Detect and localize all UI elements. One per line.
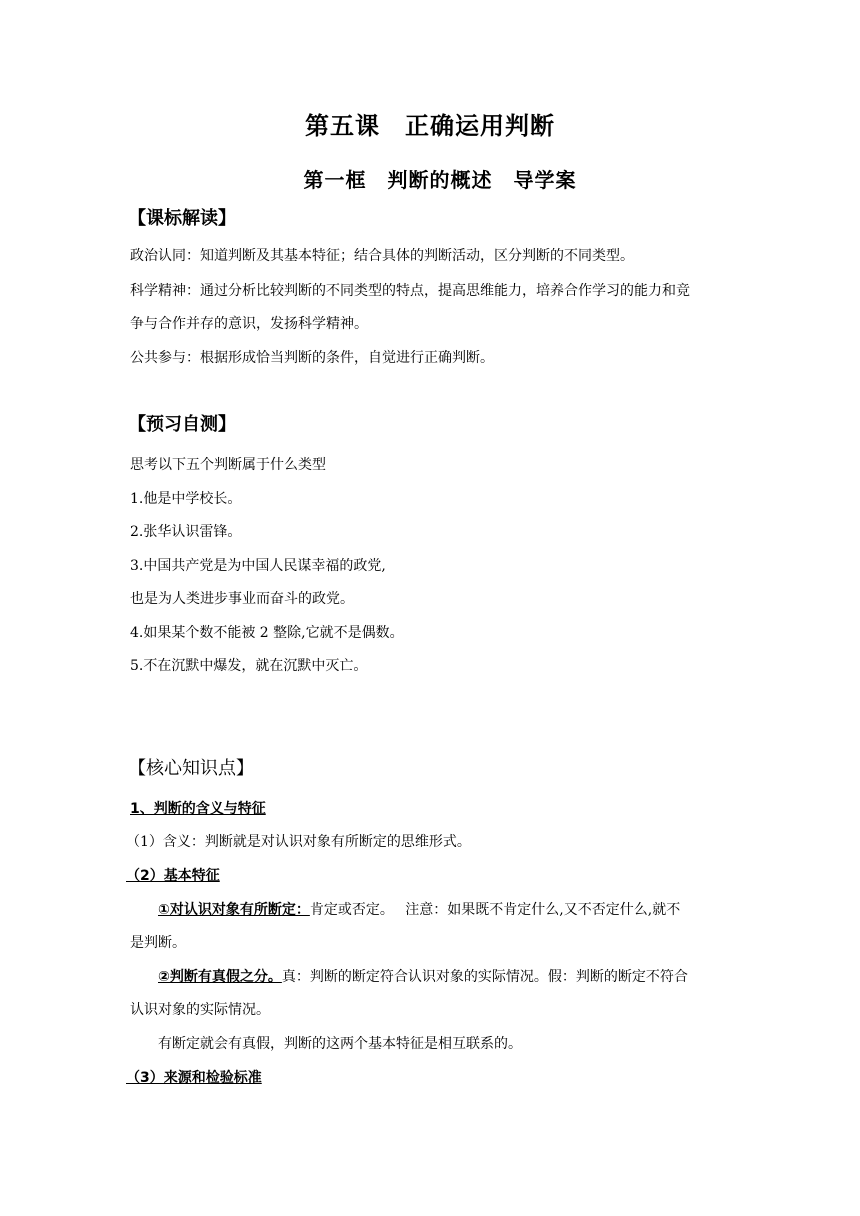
preview-line-5: 也是为人类进步事业而奋斗的政党。 — [130, 591, 354, 607]
preview-line-7: 5.不在沉默中爆发，就在沉默中灭亡。 — [130, 658, 368, 674]
section-heading-standards: 【课标解读】 — [128, 208, 236, 229]
point1-heading-text: 1、判断的含义与特征 — [130, 801, 266, 817]
preview-line-3: 2.张华认识雷锋。 — [130, 524, 242, 540]
feature2-text: 真：判断的断定符合认识对象的实际情况。假：判断的断定不符合 — [281, 969, 688, 985]
preview-line-4: 3.中国共产党是为中国人民谋幸福的政党, — [130, 558, 386, 574]
standards-line-2: 科学精神：通过分析比较判断的不同类型的特点，提高思维能力，培养合作学习的能力和竞 — [130, 283, 690, 299]
feature1-continuation: 是判断。 — [130, 935, 186, 951]
point3-heading-text: （3）来源和检验标准 — [126, 1070, 262, 1086]
preview-line-6: 4.如果某个数不能被 2 整除,它就不是偶数。 — [130, 625, 404, 641]
standards-line-4: 公共参与：根据形成恰当判断的条件，自觉进行正确判断。 — [130, 350, 494, 366]
page-title: 第五课 正确运用判断 — [305, 112, 555, 140]
point2-heading-text: （2）基本特征 — [126, 868, 220, 884]
feature-relation: 有断定就会有真假，判断的这两个基本特征是相互联系的。 — [158, 1036, 522, 1052]
feature1-line — [158, 900, 680, 920]
standards-line-3: 争与合作并存的意识，发扬科学精神。 — [130, 316, 368, 332]
section-heading-core: 【核心知识点】 — [128, 758, 254, 779]
core-point1-meaning: （1）含义：判断就是对认识对象有所断定的思维形式。 — [126, 834, 471, 850]
preview-line-1: 思考以下五个判断属于什么类型 — [130, 457, 326, 473]
feature2-line — [158, 967, 688, 987]
page-subtitle: 第一框 判断的概述 导学案 — [303, 168, 577, 192]
core-point3-heading — [126, 1068, 262, 1088]
preview-line-2: 1.他是中学校长。 — [130, 491, 242, 507]
feature1-text: 肯定或否定。 注意：如果既不肯定什么,又不否定什么,就不 — [309, 902, 681, 918]
core-point1-heading — [130, 799, 266, 819]
feature1-label: ①对认识对象有所断定： — [158, 902, 310, 918]
feature2-label: ②判断有真假之分。 — [158, 969, 282, 985]
core-point2-heading — [126, 866, 220, 886]
standards-line-1: 政治认同：知道判断及其基本特征；结合具体的判断活动，区分判断的不同类型。 — [130, 248, 634, 264]
section-heading-preview: 【预习自测】 — [128, 414, 236, 435]
feature2-continuation: 认识对象的实际情况。 — [130, 1002, 270, 1018]
